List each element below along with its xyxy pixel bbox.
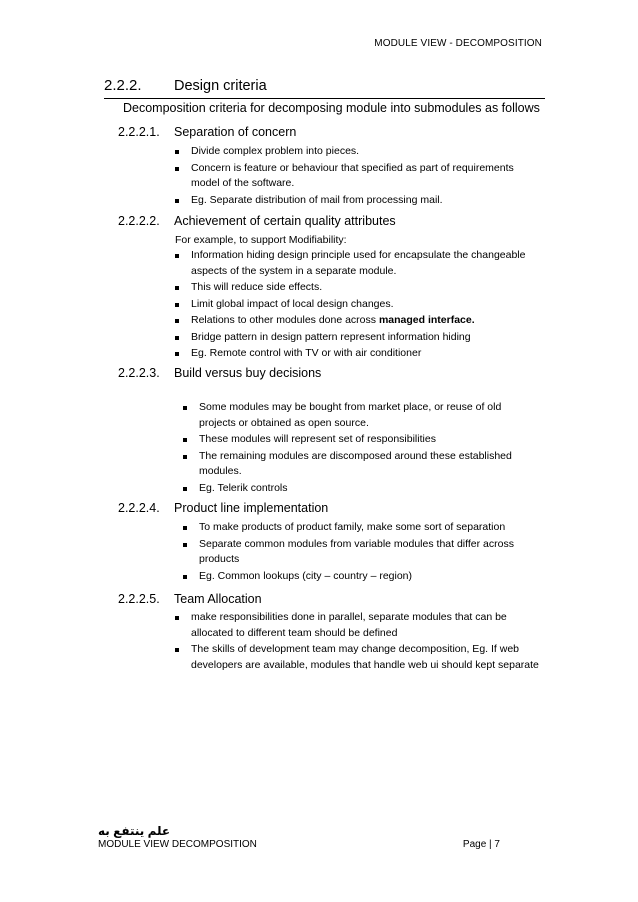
bullet-list-separation [191, 144, 543, 209]
list-item: These modules will represent set of responsibilities [199, 432, 529, 448]
subsection-number: 2.2.2.1. [118, 125, 160, 139]
heading-rule [104, 98, 545, 99]
bullet-icon [175, 150, 179, 154]
bullet-icon [175, 319, 179, 323]
bullet-icon [183, 526, 187, 530]
intro-text: Decomposition criteria for decomposing module into submodules as follows [123, 101, 540, 115]
list-item: make responsibilities done in parallel, separate modules that can be allocated to different team should be defined [191, 610, 543, 641]
list-item: Eg. Remote control with TV or with air conditioner [191, 346, 543, 362]
subsection-title: Product line implementation [174, 501, 329, 515]
bullet-icon [175, 286, 179, 290]
section-heading [104, 77, 267, 94]
list-item: The skills of development team may change decomposition, Eg. If web developers are available, modules that handle web ui should kept separate [191, 642, 543, 673]
subsection-title: Separation of concern [174, 125, 297, 139]
section-number: 2.2.2. [104, 77, 142, 94]
list-item: Eg. Separate distribution of mail from processing mail. [191, 193, 543, 209]
list-item: Some modules may be bought from market place, or reuse of old projects or obtained as open source. [199, 400, 529, 431]
bullet-icon [175, 199, 179, 203]
bullet-list-build-buy [199, 400, 529, 497]
subsection-number: 2.2.2.4. [118, 501, 160, 515]
list-item: Limit global impact of local design changes. [191, 297, 543, 313]
bullet-icon [175, 167, 179, 171]
bullet-icon [183, 438, 187, 442]
list-item: Eg. Common lookups (city – country – region) [199, 569, 529, 585]
subsection-heading-product-line [118, 501, 328, 515]
running-header: MODULE VIEW - DECOMPOSITION [374, 38, 542, 49]
bullet-icon [183, 406, 187, 410]
bullet-icon [175, 336, 179, 340]
subsection-number: 2.2.2.2. [118, 214, 160, 228]
subsection-heading-quality [118, 214, 396, 228]
list-item: Eg. Telerik controls [199, 481, 529, 497]
bullet-list-team [191, 610, 543, 674]
list-item: Concern is feature or behaviour that specified as part of requirements model of the software. [191, 161, 543, 192]
subsection-number: 2.2.2.5. [118, 592, 160, 606]
list-item: Information hiding design principle used for encapsulate the changeable aspects of the system in a separate module. [191, 248, 543, 279]
bullet-icon [183, 543, 187, 547]
bullet-icon [183, 487, 187, 491]
bullet-icon [183, 455, 187, 459]
subsection-heading-separation [118, 125, 296, 139]
bullet-list-quality [191, 248, 543, 363]
subsection-title: Build versus buy decisions [174, 366, 322, 380]
list-item: Divide complex problem into pieces. [191, 144, 543, 160]
list-item: Relations to other modules done across managed interface. [191, 313, 543, 329]
footer-title: MODULE VIEW DECOMPOSITION [98, 839, 257, 850]
bullet-icon [175, 254, 179, 258]
bold-term: managed interface. [378, 314, 475, 326]
page-number: Page | 7 [462, 839, 500, 850]
subsection-number: 2.2.2.3. [118, 366, 160, 380]
section-title: Design criteria [174, 78, 267, 94]
list-item: Bridge pattern in design pattern represent information hiding [191, 330, 543, 346]
list-item: This will reduce side effects. [191, 280, 543, 296]
bullet-icon [175, 352, 179, 356]
bullet-list-product-line [199, 520, 529, 585]
footer-motto: علم ينتفع به [98, 824, 171, 838]
list-item: The remaining modules are discomposed around these established modules. [199, 449, 529, 480]
subsection-title: Achievement of certain quality attributes [174, 214, 396, 228]
list-item: Separate common modules from variable modules that differ across products [199, 537, 529, 568]
list-item: To make products of product family, make some sort of separation [199, 520, 529, 536]
bullet-icon [175, 303, 179, 307]
lead-text: For example, to support Modifiability: [175, 234, 347, 246]
subsection-title: Team Allocation [174, 592, 262, 606]
bullet-icon [183, 575, 187, 579]
subsection-heading-team [118, 592, 262, 606]
subsection-heading-build-buy [118, 366, 321, 380]
bullet-icon [175, 616, 179, 620]
bullet-icon [175, 648, 179, 652]
